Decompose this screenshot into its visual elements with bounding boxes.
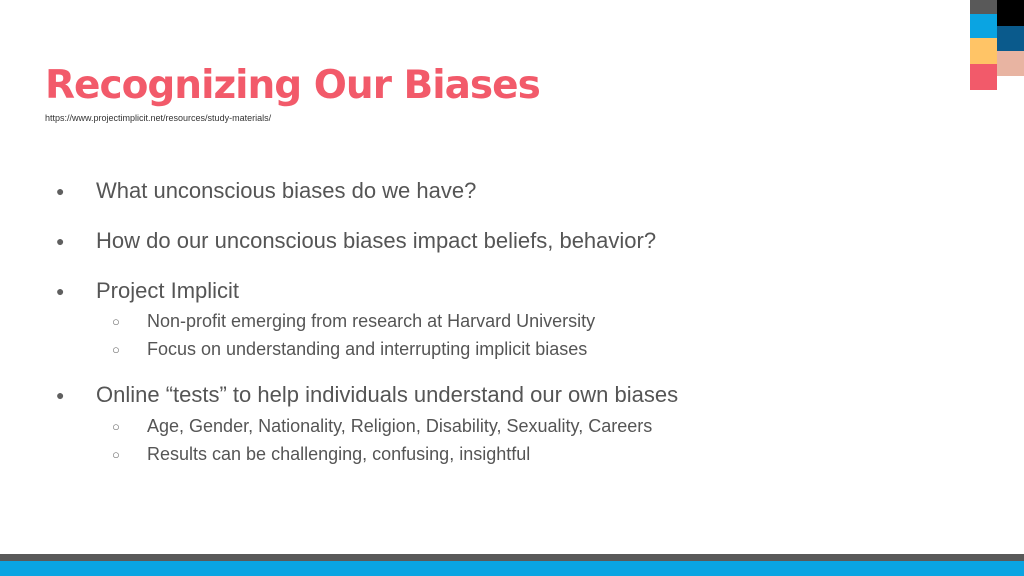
bullet-text: How do our unconscious biases impact beliefs, behavior?	[96, 228, 657, 253]
color-block-black	[997, 0, 1024, 26]
bullet-glyph: ●	[56, 387, 65, 403]
bullet-glyph: ●	[56, 183, 65, 199]
slide-title: Recognizing Our Biases	[45, 63, 540, 108]
sub-bullet-text: Results can be challenging, confusing, insightful	[147, 444, 531, 464]
bullet-glyph: ●	[56, 233, 65, 249]
color-block-blue	[970, 14, 997, 38]
color-block-yellow	[970, 38, 997, 64]
sub-bullet-text: Focus on understanding and interrupting implicit biases	[147, 339, 588, 359]
footer-blue-bar	[0, 561, 1024, 576]
sub-bullet-glyph: ○	[112, 419, 120, 434]
sub-bullet-glyph: ○	[112, 447, 120, 462]
color-block-peach	[997, 51, 1024, 76]
bullet-text: What unconscious biases do we have?	[96, 178, 477, 203]
bullet-glyph: ●	[56, 283, 65, 299]
sub-bullet-text: Age, Gender, Nationality, Religion, Disability, Sexuality, Careers	[147, 416, 653, 436]
sub-bullet-glyph: ○	[112, 314, 120, 329]
color-block-navy	[997, 26, 1024, 51]
bullet-text: Online “tests” to help individuals understand our own biases	[96, 382, 679, 407]
color-block-coral	[970, 64, 997, 90]
source-url: https://www.projectimplicit.net/resources/study-materials/	[45, 113, 272, 123]
footer-gray-bar	[0, 554, 1024, 561]
sub-bullet-text: Non-profit emerging from research at Harvard University	[147, 311, 596, 331]
sub-bullet-glyph: ○	[112, 342, 120, 357]
bullet-text: Project Implicit	[96, 278, 240, 303]
color-block-gray	[970, 0, 997, 14]
